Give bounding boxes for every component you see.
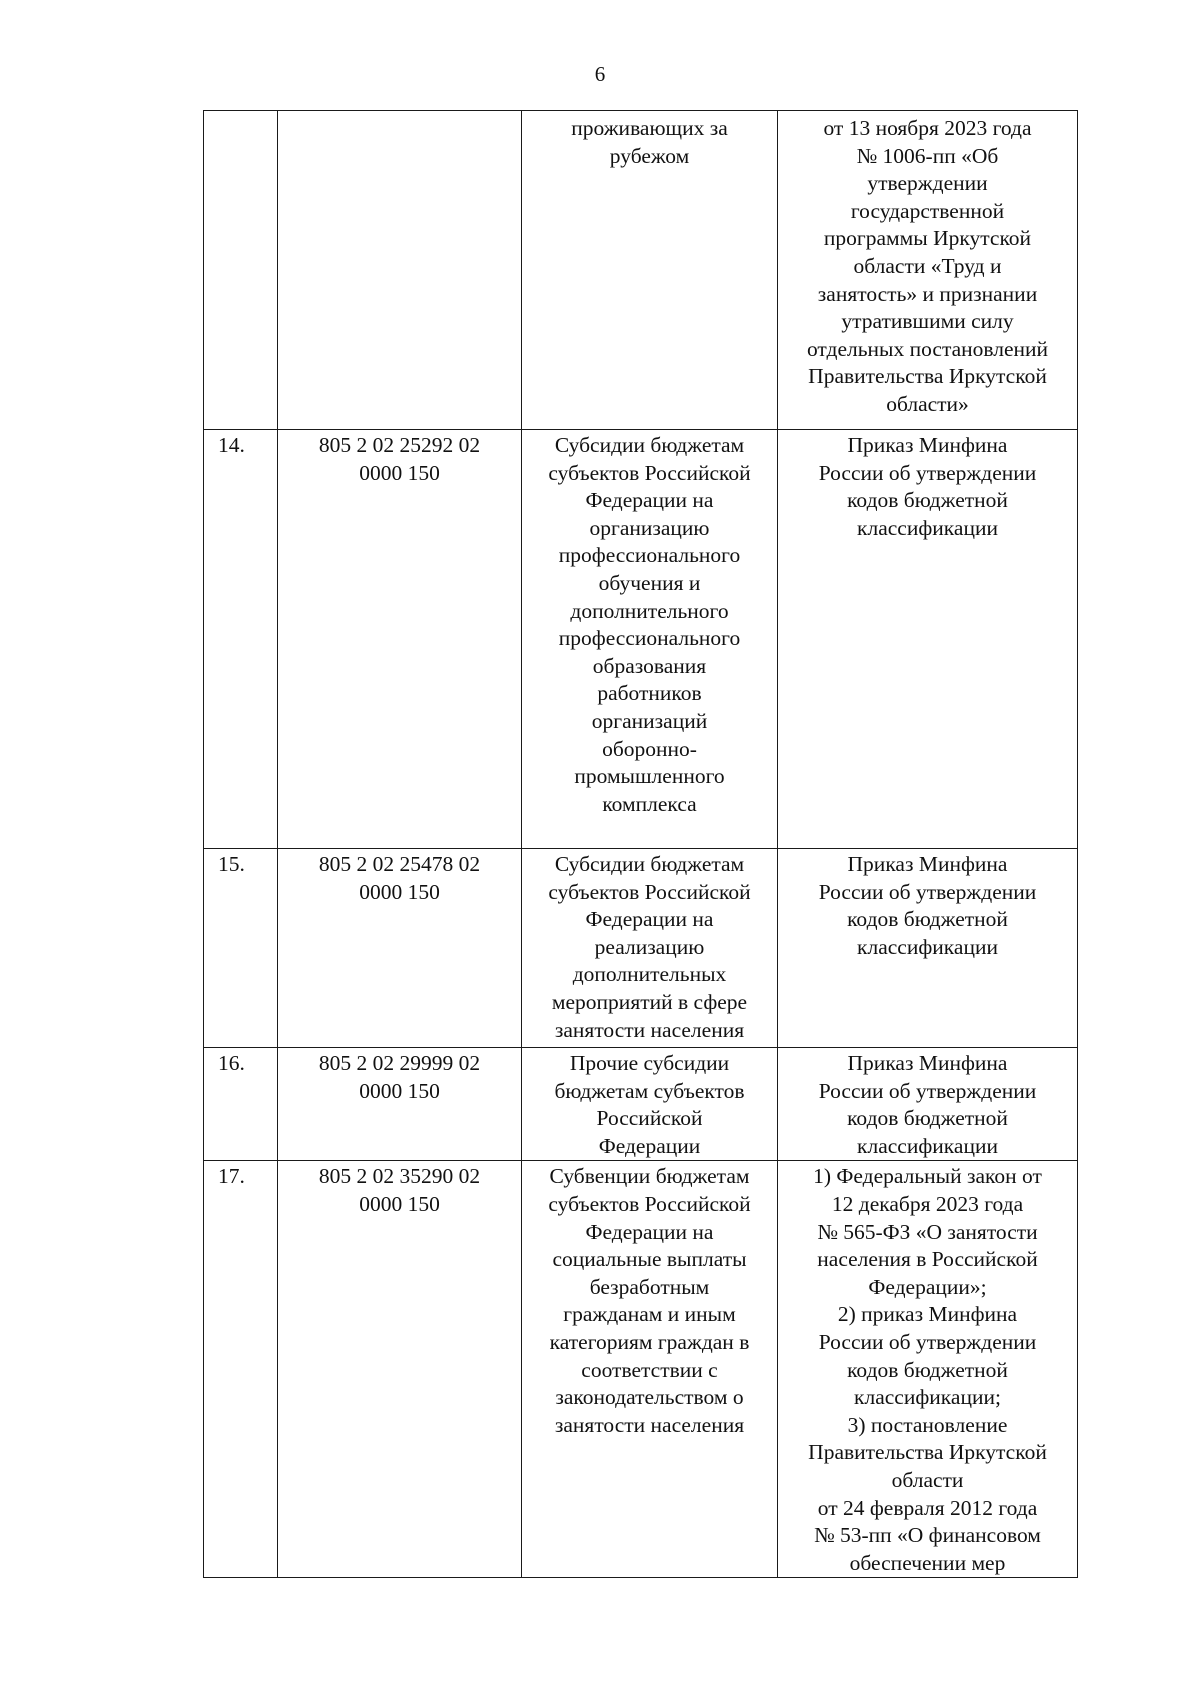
table-row [204,1161,1078,1578]
budget-code: 805 2 02 29999 02 0000 150 [318,1051,481,1103]
legal-basis-cell [778,849,1078,1048]
budget-code-cell [278,849,522,1048]
legal-basis: Приказ Минфина России об утверждении кодов бюджетной классификации [818,433,1037,540]
legal-basis: Приказ Минфина России об утверждении кодов бюджетной классификации [818,852,1037,959]
budget-codes-table [203,110,1078,1578]
row-number: 14. [218,433,245,457]
revenue-name: Прочие субсидии бюджетам субъектов Российской Федерации [554,1051,745,1158]
budget-code: 805 2 02 35290 02 0000 150 [318,1164,481,1216]
revenue-name-cell [522,849,778,1048]
row-number-cell [204,1048,278,1161]
table-row [204,430,1078,849]
table-row [204,1048,1078,1161]
row-number: 15. [218,852,245,876]
budget-code: 805 2 02 25478 02 0000 150 [318,852,481,904]
revenue-name: проживающих за рубежом [571,116,728,168]
revenue-name-cell [522,1048,778,1161]
legal-basis-cell [778,1161,1078,1578]
row-number-cell [204,430,278,849]
budget-code-cell [278,430,522,849]
legal-basis: 1) Федеральный закон от 12 декабря 2023 года № 565-ФЗ «О занятости населения в Российской Федерации»; 2) приказ Минфина России об утверждении кодов бюджетной классификации; 3) постановление Правительства Иркутской области от 24 февраля 2012 года № 53-пп «О финансовом обеспечении мер [808,1164,1047,1575]
row-number-cell [204,1161,278,1578]
table-row [204,849,1078,1048]
revenue-name: Субсидии бюджетам субъектов Российской Федерации на реализацию дополнительных мероприятий в сфере занятости населения [548,852,751,1042]
legal-basis: от 13 ноября 2023 года № 1006-пп «Об утверждении государственной программы Иркутской области «Труд и занятость» и признании утратившими силу отдельных постановлений Правительства Иркутской области» [806,116,1049,416]
row-number-cell [204,849,278,1048]
row-number-cell [204,111,278,430]
revenue-name: Субвенции бюджетам субъектов Российской Федерации на социальные выплаты безработным гражданам и иным категориям граждан в соответствии с законодательством о занятости населения [548,1164,751,1437]
revenue-name-cell [522,430,778,849]
legal-basis-cell [778,430,1078,849]
page-number: 6 [594,62,606,86]
table-row [204,111,1078,430]
budget-code-cell [278,1048,522,1161]
revenue-name: Субсидии бюджетам субъектов Российской Федерации на организацию профессионального обучения и дополнительного профессионального образования работников организаций оборонно- промышленного комплекса [548,433,751,816]
budget-code-cell [278,1161,522,1578]
row-number: 16. [218,1051,245,1075]
legal-basis-cell [778,111,1078,430]
budget-code-cell [278,111,522,430]
row-number: 17. [218,1164,245,1189]
budget-code: 805 2 02 25292 02 0000 150 [318,433,481,485]
legal-basis-cell [778,1048,1078,1161]
legal-basis: Приказ Минфина России об утверждении кодов бюджетной классификации [818,1051,1037,1158]
revenue-name-cell [522,111,778,430]
revenue-name-cell [522,1161,778,1578]
